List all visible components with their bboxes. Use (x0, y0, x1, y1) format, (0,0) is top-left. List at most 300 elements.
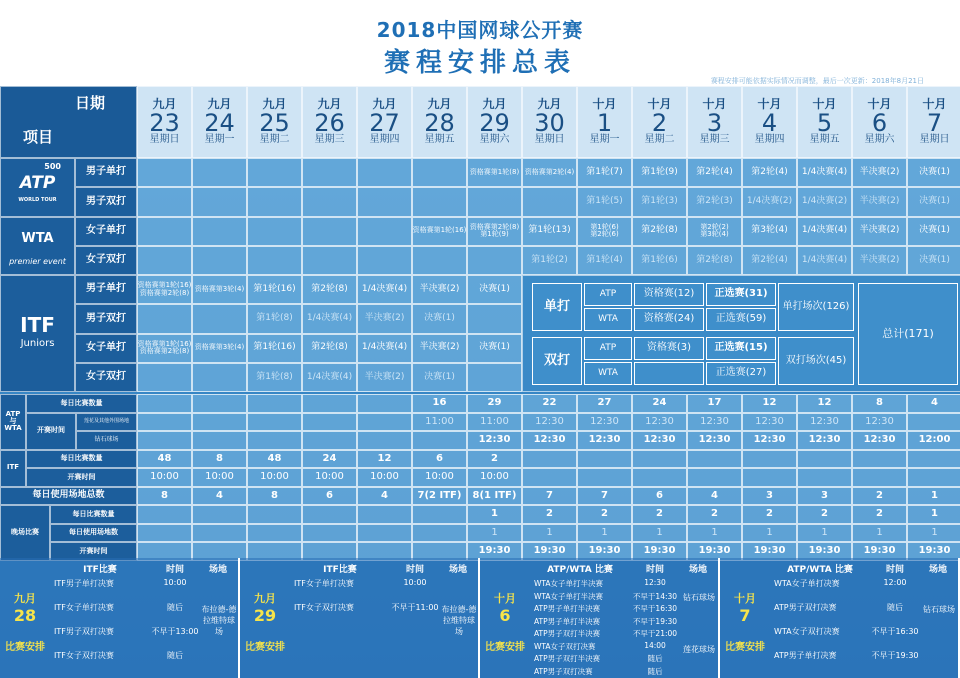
schedule-cell: 决赛(1) (907, 187, 960, 216)
day-date: 23 (149, 109, 180, 138)
stat-cell: 12:30 (632, 413, 687, 432)
schedule-cell: 1/4决赛(4) (357, 275, 412, 304)
schedule-cell: 决赛(1) (907, 217, 960, 246)
page-title: 2018中国网球公开赛 (376, 18, 584, 42)
day-weekday: 星期六 (479, 134, 510, 146)
panel-day: 6 (499, 606, 511, 625)
schedule-cell: 1/4决赛(4) (797, 246, 852, 275)
schedule-cell (302, 187, 357, 216)
itf-logo: ITF (20, 313, 55, 337)
panel-label: 比赛安排 (485, 642, 525, 653)
day-month: 九月 (262, 97, 287, 112)
stat-cell (192, 524, 247, 543)
panel-month: 九月 (254, 592, 276, 605)
schedule-cell: 决赛(1) (467, 275, 522, 304)
panel-header-time: 时间 (405, 565, 424, 575)
doubles-total: 双打场次(45) (778, 337, 854, 385)
stat-cell (907, 413, 960, 432)
schedule-cell: 第1轮(6) (632, 246, 687, 275)
day-weekday: 星期二 (644, 134, 675, 146)
schedule-cell (302, 217, 357, 246)
panel-time: 随后 (647, 654, 663, 663)
stat-cell (357, 505, 412, 524)
day-header (852, 86, 907, 158)
grand-total: 总计(171) (858, 283, 958, 385)
panel-header-time: 时间 (885, 565, 904, 575)
itf-open-label: 开赛时间 (26, 468, 137, 487)
schedule-cell: 决赛(1) (907, 246, 960, 275)
atp-sub: WORLD TOUR (18, 197, 57, 204)
panel-time: 随后 (167, 603, 183, 612)
day-header (302, 86, 357, 158)
atp-open-label: 开赛时间 (26, 413, 76, 450)
schedule-cell (467, 363, 522, 392)
panel-match: WTA女子双打决赛 (774, 627, 840, 636)
day-header (247, 86, 302, 158)
stat-cell: 10:00 (357, 468, 412, 487)
schedule-cell (412, 158, 467, 187)
schedule-cell: 1/4决赛(4) (357, 334, 412, 363)
doubles-label: 双打 (532, 337, 582, 385)
panel-match: ATP男子双打半决赛 (534, 629, 601, 638)
stat-cell: 4 (357, 487, 412, 506)
panel-time: 12:00 (883, 578, 907, 587)
panel-header-time: 时间 (645, 565, 664, 575)
stat-cell (302, 431, 357, 450)
day-month: 九月 (482, 97, 507, 112)
day-date: 3 (706, 109, 723, 138)
stat-cell: 12 (357, 450, 412, 469)
schedule-cell: 资格赛第2轮(8) 第1轮(9) (467, 217, 522, 246)
panel-month: 十月 (734, 592, 756, 605)
panel-month: 九月 (14, 592, 36, 605)
stat-cell: 4 (192, 487, 247, 506)
stat-cell: 2 (467, 450, 522, 469)
schedule-cell: 第2轮(3) (687, 187, 742, 216)
stat-cell: 12:30 (577, 431, 632, 450)
schedule-cell (247, 158, 302, 187)
stat-cell: 1 (687, 524, 742, 543)
stat-cell: 1 (797, 524, 852, 543)
panel-match: WTA女子双打决赛 (534, 641, 596, 651)
stat-cell: 19:30 (742, 542, 797, 561)
singles-wta-main: 正选赛(59) (706, 308, 776, 331)
stat-cell: 12:30 (577, 413, 632, 432)
night-courts-label: 每日使用场地数 (50, 524, 137, 543)
lotus-label: 莲花及其他外围场地 (76, 413, 137, 432)
panel-time: 10:00 (163, 578, 187, 587)
day-header (412, 86, 467, 158)
stat-cell: 1 (907, 524, 960, 543)
wta-label: WTA (584, 362, 632, 385)
stat-cell: 8 (247, 487, 302, 506)
day-weekday: 星期五 (424, 134, 455, 146)
stat-cell: 1 (467, 505, 522, 524)
day-date: 1 (596, 109, 613, 138)
schedule-cell (247, 246, 302, 275)
day-weekday: 星期日 (149, 134, 180, 146)
schedule-cell: 第3轮(4) (742, 217, 797, 246)
schedule-cell: 第2轮(4) (742, 158, 797, 187)
day-month: 十月 (922, 97, 947, 112)
stat-cell (412, 431, 467, 450)
stat-cell (137, 505, 192, 524)
schedule-cell: 1/4决赛(4) (797, 158, 852, 187)
panel-day: 28 (13, 606, 37, 625)
schedule-cell: 1/4决赛(2) (742, 187, 797, 216)
schedule-cell: 第2轮(4) (687, 158, 742, 187)
panel-match: ATP男子单打半决赛 (534, 616, 601, 626)
schedule-cell: 半决赛(2) (852, 217, 907, 246)
stat-cell: 19:30 (467, 542, 522, 561)
stat-cell: 2 (577, 505, 632, 524)
itf-label: ITF (0, 450, 26, 487)
panel-time: 不早于11:00 (391, 603, 439, 612)
panel-match: ITF女子双打决赛 (54, 651, 114, 660)
night-count-label: 每日比赛数量 (50, 505, 137, 524)
schedule-cell: 半决赛(2) (357, 304, 412, 333)
day-weekday: 星期日 (534, 134, 565, 146)
stat-cell: 11:00 (467, 413, 522, 432)
schedule-cell: 第2轮(2) 第3轮(4) (687, 217, 742, 246)
schedule-cell: 1/4决赛(4) (797, 217, 852, 246)
stat-cell: 10:00 (302, 468, 357, 487)
schedule-cell: 半决赛(2) (852, 158, 907, 187)
stat-cell: 19:30 (907, 542, 960, 561)
day-header (192, 86, 247, 158)
day-weekday: 星期一 (589, 134, 620, 146)
day-month: 九月 (372, 97, 397, 112)
panel-venue: 钻石球场 (683, 593, 715, 602)
day-header (797, 86, 852, 158)
schedule-cell: 第1轮(3) (632, 187, 687, 216)
stat-cell: 7(2 ITF) (412, 487, 467, 506)
panel-venue-2: 莲花球场 (683, 645, 715, 654)
day-month: 九月 (537, 97, 562, 112)
stat-cell: 48 (137, 450, 192, 469)
schedule-cell (357, 246, 412, 275)
panel-label: 比赛安排 (725, 642, 765, 653)
day-month: 十月 (757, 97, 782, 112)
stat-cell: 8 (852, 394, 907, 413)
event-label: 男子单打 (75, 275, 137, 304)
panel-time: 10:00 (403, 578, 427, 587)
stat-cell: 8(1 ITF) (467, 487, 522, 506)
panel-match: WTA女子单打半决赛 (534, 579, 604, 588)
schedule-cell: 第1轮(16) (247, 334, 302, 363)
schedule-cell: 半决赛(2) (412, 275, 467, 304)
schedule-cell: 1/4决赛(4) (302, 363, 357, 392)
stat-cell: 27 (577, 394, 632, 413)
doubles-atp-qual: 资格赛(3) (634, 337, 704, 360)
day-header (522, 86, 577, 158)
stat-cell: 10:00 (137, 468, 192, 487)
stat-cell (742, 468, 797, 487)
stat-cell: 10:00 (247, 468, 302, 487)
stat-cell (137, 394, 192, 413)
day-weekday: 星期五 (809, 134, 840, 146)
stat-cell (522, 450, 577, 469)
day-weekday: 星期日 (919, 134, 950, 146)
day-panel (240, 558, 480, 678)
stat-cell: 1 (467, 524, 522, 543)
stat-cell: 4 (687, 487, 742, 506)
stat-cell (907, 468, 960, 487)
schedule-cell (137, 363, 192, 392)
stat-cell: 12 (742, 394, 797, 413)
stat-cell: 12:30 (467, 431, 522, 450)
day-weekday: 星期六 (864, 134, 895, 146)
doubles-wta-qual (634, 362, 704, 385)
schedule-cell (137, 158, 192, 187)
schedule-cell: 第1轮(8) (247, 304, 302, 333)
panel-venue: 布拉德-德拉维特球场 (201, 605, 237, 636)
stat-cell (247, 394, 302, 413)
schedule-grid (0, 86, 960, 558)
schedule-cell: 半决赛(2) (357, 363, 412, 392)
day-date: 25 (259, 109, 290, 138)
schedule-cell: 半决赛(2) (412, 334, 467, 363)
schedule-cell (522, 187, 577, 216)
day-date: 6 (871, 109, 888, 138)
schedule-cell: 第2轮(8) (687, 246, 742, 275)
stat-cell: 12:30 (687, 413, 742, 432)
stat-cell (357, 413, 412, 432)
singles-atp-qual: 资格赛(12) (634, 283, 704, 306)
day-month: 九月 (317, 97, 342, 112)
schedule-cell (302, 158, 357, 187)
panel-day: 29 (253, 606, 277, 625)
schedule-cell: 第1轮(2) (522, 246, 577, 275)
singles-total: 单打场次(126) (778, 283, 854, 331)
stat-cell: 2 (687, 505, 742, 524)
schedule-cell (412, 246, 467, 275)
panel-header-event: ITF比赛 (323, 565, 357, 575)
stat-cell: 12 (797, 394, 852, 413)
schedule-cell (192, 217, 247, 246)
stat-cell: 22 (522, 394, 577, 413)
wta-label: WTA (584, 308, 632, 331)
schedule-cell (247, 187, 302, 216)
stat-cell: 1 (852, 524, 907, 543)
day-header (467, 86, 522, 158)
day-date: 24 (204, 109, 235, 138)
atp-wta-label: ATP 与 WTA (0, 394, 26, 450)
day-header (577, 86, 632, 158)
day-month: 十月 (592, 97, 617, 112)
panel-month: 十月 (494, 592, 516, 605)
day-header (632, 86, 687, 158)
stat-cell: 1 (742, 524, 797, 543)
panel-label: 比赛安排 (245, 642, 285, 653)
event-label: 女子双打 (75, 246, 137, 275)
stat-cell: 12:30 (522, 413, 577, 432)
stat-cell (357, 431, 412, 450)
panel-match: WTA女子单打决赛 (774, 579, 840, 588)
stat-cell: 1 (577, 524, 632, 543)
stat-cell: 19:30 (687, 542, 742, 561)
stat-cell (412, 505, 467, 524)
stat-cell (137, 431, 192, 450)
schedule-cell: 第1轮(8) (247, 363, 302, 392)
panel-match: ITF男子双打决赛 (54, 627, 114, 636)
panel-header-venue: 场地 (928, 565, 947, 575)
stat-cell: 8 (137, 487, 192, 506)
panel-label: 比赛安排 (5, 642, 45, 653)
event-label: 男子单打 (75, 158, 137, 187)
stat-cell: 16 (412, 394, 467, 413)
panel-time: 不早于16:30 (632, 604, 678, 613)
stat-cell: 12:30 (632, 431, 687, 450)
total-courts-label: 每日使用场地总数 (0, 487, 137, 506)
day-panel (0, 558, 240, 678)
stat-cell (577, 450, 632, 469)
panel-header-event: ATP/WTA 比赛 (787, 565, 853, 575)
stat-cell: 1 (522, 524, 577, 543)
day-month: 十月 (702, 97, 727, 112)
event-label: 女子双打 (75, 363, 137, 392)
panel-header-event: ITF比赛 (83, 565, 117, 575)
schedule-cell: 资格赛第1轮(8) (467, 158, 522, 187)
stat-cell (357, 394, 412, 413)
date-label: 日期 (74, 94, 105, 113)
schedule-cell (192, 363, 247, 392)
panel-match: ITF男子单打决赛 (54, 579, 114, 588)
stat-cell: 19:30 (852, 542, 907, 561)
day-weekday: 星期四 (754, 134, 785, 146)
atp-label: ATP (584, 283, 632, 306)
atp-label: ATP (584, 337, 632, 360)
schedule-cell: 决赛(1) (412, 363, 467, 392)
day-weekday: 星期三 (314, 134, 345, 146)
stat-cell (137, 413, 192, 432)
panel-match: ATP男子单打决赛 (774, 651, 837, 660)
stat-cell: 12:30 (852, 431, 907, 450)
stat-cell: 24 (302, 450, 357, 469)
stat-cell: 12:30 (522, 431, 577, 450)
stat-cell: 6 (632, 487, 687, 506)
schedule-cell: 第1轮(7) (577, 158, 632, 187)
schedule-cell: 第1轮(13) (522, 217, 577, 246)
panel-time: 随后 (167, 651, 183, 660)
panel-time: 12:30 (644, 578, 666, 587)
stat-cell: 7 (577, 487, 632, 506)
stat-cell: 2 (522, 505, 577, 524)
doubles-wta-main: 正选赛(27) (706, 362, 776, 385)
schedule-cell (467, 246, 522, 275)
stat-cell (687, 468, 742, 487)
stat-cell: 17 (687, 394, 742, 413)
stat-cell (577, 468, 632, 487)
stat-cell: 10:00 (192, 468, 247, 487)
stat-cell: 6 (412, 450, 467, 469)
schedule-cell (412, 187, 467, 216)
schedule-cell (192, 187, 247, 216)
day-date: 28 (424, 109, 455, 138)
day-month: 九月 (152, 97, 177, 112)
stat-cell: 2 (797, 505, 852, 524)
panel-match: ATP男子单打半决赛 (534, 604, 601, 613)
stat-cell (192, 394, 247, 413)
atp-count-label: 每日比赛数量 (26, 394, 137, 413)
item-label: 项目 (22, 128, 53, 147)
stat-cell (302, 413, 357, 432)
header (0, 0, 960, 86)
stat-cell: 1 (907, 487, 960, 506)
stat-cell: 3 (797, 487, 852, 506)
schedule-cell: 半决赛(2) (852, 187, 907, 216)
panel-match: WTA女子单打半决赛 (534, 591, 604, 601)
schedule-cell: 资格赛第3轮(4) (192, 275, 247, 304)
stat-cell: 2 (852, 487, 907, 506)
panel-time: 不早于14:30 (632, 591, 678, 601)
schedule-cell (247, 217, 302, 246)
diamond-label: 钻石球场 (76, 431, 137, 450)
stat-cell: 1 (632, 524, 687, 543)
stat-cell (192, 431, 247, 450)
stat-cell: 24 (632, 394, 687, 413)
stat-cell (302, 524, 357, 543)
day-month: 九月 (207, 97, 232, 112)
stat-cell: 19:30 (577, 542, 632, 561)
day-header (137, 86, 192, 158)
stat-cell: 12:30 (852, 413, 907, 432)
day-header (907, 86, 960, 158)
stat-cell (302, 394, 357, 413)
schedule-cell (357, 217, 412, 246)
schedule-cell: 资格赛第1轮(16) 资格赛第2轮(8) (137, 334, 192, 363)
stat-cell: 12:30 (742, 413, 797, 432)
stat-cell (852, 468, 907, 487)
panel-time: 不早于19:30 (632, 616, 678, 626)
panel-time: 14:00 (644, 640, 666, 650)
panel-header-event: ATP/WTA 比赛 (547, 565, 613, 575)
schedule-cell: 第1轮(16) (247, 275, 302, 304)
itf-sub: Juniors (20, 337, 55, 349)
page-subtitle: 赛程安排总表 (383, 48, 576, 78)
schedule-cell: 决赛(1) (467, 334, 522, 363)
bottom-panels (0, 558, 960, 678)
stat-cell (687, 450, 742, 469)
day-date: 29 (479, 109, 510, 138)
atp-500-label: 500 (44, 161, 61, 171)
day-date: 7 (926, 109, 943, 138)
stat-cell (302, 505, 357, 524)
panel-time: 不早于16:30 (871, 627, 919, 636)
schedule-cell (137, 304, 192, 333)
schedule-cell: 第2轮(4) (742, 246, 797, 275)
stat-cell: 12:30 (797, 431, 852, 450)
stat-cell: 11:00 (412, 413, 467, 432)
schedule-cell (467, 187, 522, 216)
itf-count-label: 每日比赛数量 (26, 450, 137, 469)
schedule-cell (192, 304, 247, 333)
panel-day: 7 (739, 606, 751, 625)
stat-cell: 48 (247, 450, 302, 469)
update-note: 赛程安排可能依据实际情况而调整，最后一次更新：2018年8月21日 (710, 77, 924, 85)
day-date: 2 (651, 109, 668, 138)
stat-cell: 6 (302, 487, 357, 506)
schedule-cell: 第2轮(8) (632, 217, 687, 246)
panel-header-time: 时间 (165, 565, 184, 575)
stat-cell (632, 450, 687, 469)
doubles-atp-main: 正选赛(15) (706, 337, 776, 360)
schedule-cell (357, 158, 412, 187)
schedule-cell: 资格赛第1轮(16) 资格赛第2轮(8) (137, 275, 192, 304)
event-label: 女子单打 (75, 217, 137, 246)
stat-cell (907, 450, 960, 469)
schedule-cell: 资格赛第1轮(16) (412, 217, 467, 246)
